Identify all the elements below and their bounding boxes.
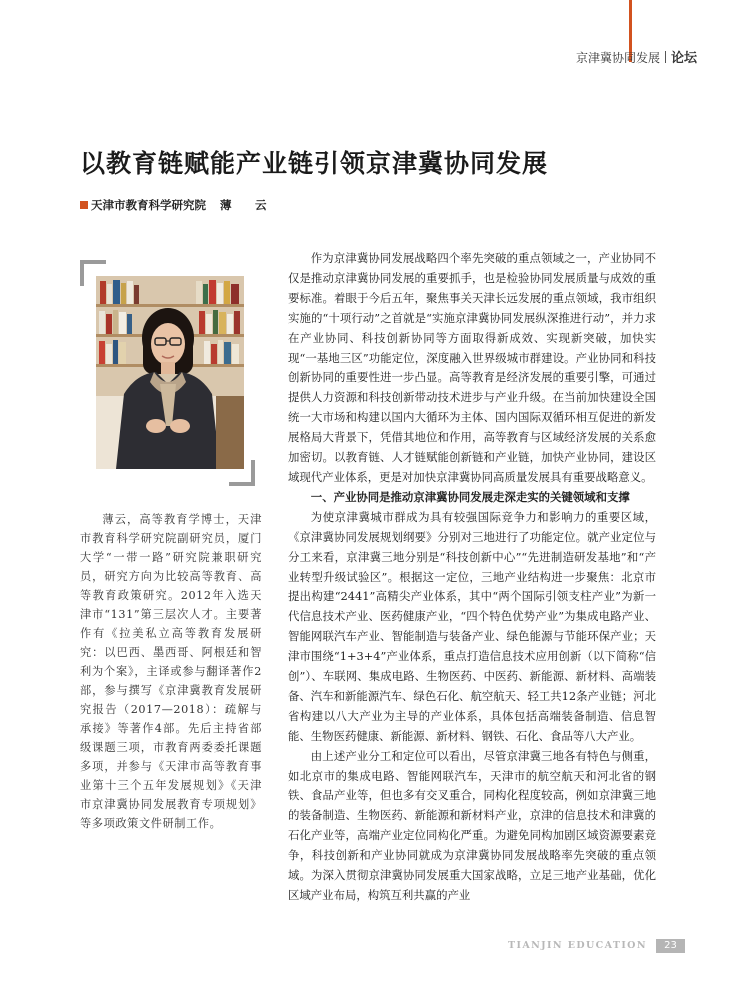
page-footer bbox=[508, 940, 685, 953]
author-name: 薄 云 bbox=[220, 198, 273, 212]
author-photo bbox=[96, 276, 244, 469]
article-title: 以教育链赋能产业链引领京津冀协同发展 bbox=[80, 149, 549, 178]
page-number: 23 bbox=[656, 939, 685, 953]
byline-square-icon bbox=[80, 201, 88, 209]
section-tag bbox=[576, 47, 697, 66]
author-affiliation: 天津市教育科学研究院 bbox=[91, 198, 206, 212]
byline bbox=[80, 197, 273, 213]
body-paragraph: 由上述产业分工和定位可以看出，尽管京津冀三地各有特色与侧重，如北京市的集成电路、智能网联汽车，天津市的航空航天和河北省的钢铁、食品产业等，但也多有交叉重合，同构化程度较高，例如京津冀三地的装备制造、生物医药、新能源和新材料产业，京津的信息技术和津冀的石化产业等，高端产业定位同构化严重。为避免同构加剧区域资源要素竞争，科技创新和产业协同就成为京津冀协同发展战略率先突破的重点领域。为深入贯彻京津冀协同发展重大国家战略，立足三地产业基础，优化区域产业布局，构筑互利共赢的产业 bbox=[288, 748, 656, 902]
section-name: 京津冀协同发展 bbox=[575, 51, 660, 65]
author-bio-text: 薄云，高等教育学博士，天津市教育科学研究院副研究员，厦门大学“一带一路”研究院兼职研究员，研究方向为比较高等教育、高等教育政策研究。2012年入选天津市“131”第三层次人才。主要著作有《拉美私立高等教育发展研究：以巴西、墨西哥、阿根廷和智利为个案》，主译或参与翻译著作2部，参与撰写《京津冀教育发展研究报告（2017—2018）：疏解与承接》等著作4部。先后主持省部级课题三项，市教育两委委托课题多项，并参与《天津市高等教育事业第十三个五年发展规划》《天津市京津冀协同发展教育专项规划》等多项政策文件研制工作。 bbox=[80, 513, 262, 830]
magazine-name: TIANJIN EDUCATION bbox=[508, 940, 647, 951]
column-name: 论坛 bbox=[670, 51, 697, 66]
photo-frame-corner-bottom-right bbox=[229, 460, 255, 486]
section-divider bbox=[665, 51, 666, 63]
author-photo-illustration bbox=[96, 276, 244, 469]
section-heading: 一、产业协同是推动京津冀协同发展走深走实的关键领域和支撑 bbox=[310, 489, 630, 504]
article-body bbox=[288, 249, 656, 906]
author-bio bbox=[80, 510, 262, 833]
body-paragraph: 作为京津冀协同发展战略四个率先突破的重点领域之一，产业协同不仅是推动京津冀协同发展的重要抓手，也是检验协同发展质量与成效的重要标准。着眼于今后五年，聚焦事关天津长远发展的重点领域，我市组织实施的“十项行动”之首就是“实施京津冀协同发展纵深推进行动”，并力求在产业协同、科技创新协同等方面取得新成效、实现新突破，加快实现“一基地三区”功能定位，深度融入世界级城市群建设。产业协同和科技创新协同的重要性进一步凸显。高等教育是经济发展的重要引擎，可通过提供人力资源和科技创新带动技术进步与产业升级。在当前加快建设全国统一大市场和构建以国内大循环为主体、国内国际双循环相互促进的新发展格局大背景下，凭借其地位和作用，高等教育与区域经济发展的关系愈加密切。以教育链、人才链赋能创新链和产业链，加快产业协同，建设区域现代产业体系，更是对加快京津冀协同高质量发展具有重要战略意义。 bbox=[288, 251, 656, 484]
body-paragraph: 为使京津冀城市群成为具有较强国际竞争力和影响力的重要区域，《京津冀协同发展规划纲要》分别对三地进行了功能定位。就产业定位与分工来看，京津冀三地分别是“科技创新中心”“先进制造研发基地”和“产业转型升级试验区”。根据这一定位，三地产业结构进一步聚焦：北京市提出构建“2441”高精尖产业体系，其中“两个国际引领支柱产业”为新一代信息技术产业、医药健康产业，“四个特色优势产业”为集成电路产业、智能网联汽车产业、智能制造与装备产业、绿色能源与节能环保产业；天津市围绕“1+3+4”产业体系，重点打造信息技术应用创新（以下简称“信创”）、车联网、集成电路、生物医药、中医药、新能源、新材料、高端装备、汽车和新能源汽车、绿色石化、航空航天、轻工共12条产业链；河北省构建以八大产业为主导的产业体系，具体包括高端装备制造、信息智能、生物医药健康、新能源、新材料、钢铁、石化、食品等八大产业。 bbox=[288, 509, 656, 743]
